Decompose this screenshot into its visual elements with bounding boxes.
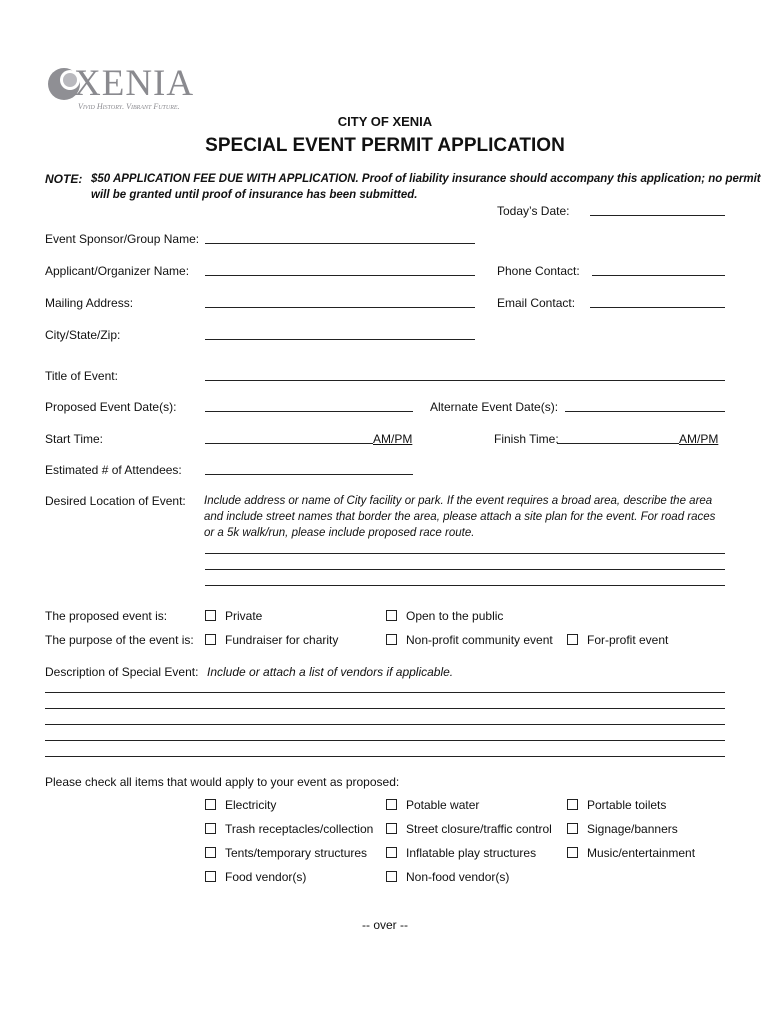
description-field-4[interactable] bbox=[45, 740, 725, 741]
items-label: Please check all items that would apply to your event as proposed: bbox=[45, 775, 400, 789]
checkbox-nonfood-vendors[interactable]: Non-food vendor(s) bbox=[386, 870, 509, 884]
location-label: Desired Location of Event: bbox=[45, 494, 186, 508]
city-state-zip-field[interactable] bbox=[205, 339, 475, 340]
alternate-dates-label: Alternate Event Date(s): bbox=[430, 400, 559, 414]
logo-tagline: Vivid History. Vibrant Future. bbox=[78, 102, 180, 111]
checkbox-forprofit[interactable]: For-profit event bbox=[567, 633, 668, 647]
checkbox-icon[interactable] bbox=[205, 823, 216, 834]
xenia-logo bbox=[44, 62, 204, 114]
checkbox-icon[interactable] bbox=[205, 634, 216, 645]
checkbox-nonprofit[interactable]: Non-profit community event bbox=[386, 633, 553, 647]
description-label: Description of Special Event: bbox=[45, 665, 199, 679]
checkbox-icon[interactable] bbox=[567, 823, 578, 834]
sponsor-label: Event Sponsor/Group Name: bbox=[45, 232, 200, 246]
location-field-2[interactable] bbox=[205, 569, 725, 570]
start-time-label: Start Time: bbox=[45, 432, 104, 446]
checkbox-icon[interactable] bbox=[386, 847, 397, 858]
checkbox-icon[interactable] bbox=[386, 799, 397, 810]
alternate-dates-field[interactable] bbox=[565, 411, 725, 412]
logo-brand: XENIA bbox=[74, 63, 195, 104]
location-field-1[interactable] bbox=[205, 553, 725, 554]
page-footer: -- over -- bbox=[362, 918, 408, 932]
checkbox-signage[interactable]: Signage/banners bbox=[567, 822, 678, 836]
location-field-3[interactable] bbox=[205, 585, 725, 586]
note-line1: $50 APPLICATION FEE DUE WITH APPLICATION. Proof of liability insurance should accompany this application; no permit bbox=[91, 173, 761, 185]
email-label: Email Contact: bbox=[497, 296, 576, 310]
start-ampm: AM/PM bbox=[373, 432, 413, 446]
checkbox-icon[interactable] bbox=[567, 634, 578, 645]
email-field[interactable] bbox=[590, 307, 725, 308]
checkbox-icon[interactable] bbox=[386, 823, 397, 834]
attendees-field[interactable] bbox=[205, 474, 413, 475]
description-field-1[interactable] bbox=[45, 692, 725, 693]
sponsor-field[interactable] bbox=[205, 243, 475, 244]
checkbox-inflatables[interactable]: Inflatable play structures bbox=[386, 846, 536, 860]
checkbox-electricity[interactable]: Electricity bbox=[205, 798, 276, 812]
checkbox-portable-toilets[interactable]: Portable toilets bbox=[567, 798, 666, 812]
event-title-field[interactable] bbox=[205, 380, 725, 381]
checkbox-music[interactable]: Music/entertainment bbox=[567, 846, 695, 860]
checkbox-tents[interactable]: Tents/temporary structures bbox=[205, 846, 367, 860]
phone-label: Phone Contact: bbox=[497, 264, 580, 278]
checkbox-icon[interactable] bbox=[205, 799, 216, 810]
location-instructions-3: or a 5k walk/run, please include proposed race route. bbox=[204, 527, 475, 539]
checkbox-trash[interactable]: Trash receptacles/collection bbox=[205, 822, 373, 836]
checkbox-icon[interactable] bbox=[386, 634, 397, 645]
note-label: NOTE: bbox=[45, 172, 83, 186]
description-field-2[interactable] bbox=[45, 708, 725, 709]
todays-date-field[interactable] bbox=[590, 215, 725, 216]
applicant-label: Applicant/Organizer Name: bbox=[45, 264, 190, 278]
finish-time-field[interactable] bbox=[557, 443, 679, 444]
location-instructions-2: and include street names that border the area, please attach a site plan for the event. For road races bbox=[204, 511, 716, 523]
proposed-dates-label: Proposed Event Date(s): bbox=[45, 400, 177, 414]
todays-date-label: Today’s Date: bbox=[497, 204, 570, 218]
event-title-label: Title of Event: bbox=[45, 369, 118, 383]
checkbox-icon[interactable] bbox=[205, 610, 216, 621]
location-instructions-1: Include address or name of City facility or park. If the event requires a broad area, describe the area bbox=[204, 495, 713, 507]
purpose-label: The purpose of the event is: bbox=[45, 633, 194, 647]
attendees-label: Estimated # of Attendees: bbox=[45, 463, 182, 477]
description-hint: Include or attach a list of vendors if applicable. bbox=[207, 665, 454, 679]
start-time-field[interactable] bbox=[205, 443, 373, 444]
applicant-field[interactable] bbox=[205, 275, 475, 276]
checkbox-potable-water[interactable]: Potable water bbox=[386, 798, 479, 812]
checkbox-open-to-public[interactable]: Open to the public bbox=[386, 609, 503, 623]
checkbox-icon[interactable] bbox=[567, 847, 578, 858]
checkbox-street-closure[interactable]: Street closure/traffic control bbox=[386, 822, 552, 836]
checkbox-icon[interactable] bbox=[386, 871, 397, 882]
checkbox-food-vendors[interactable]: Food vendor(s) bbox=[205, 870, 306, 884]
note-line2: will be granted until proof of insurance has been submitted. bbox=[91, 189, 418, 201]
checkbox-icon[interactable] bbox=[386, 610, 397, 621]
checkbox-icon[interactable] bbox=[567, 799, 578, 810]
city-heading: CITY OF XENIA bbox=[337, 114, 433, 129]
city-state-zip-label: City/State/Zip: bbox=[45, 328, 121, 342]
mailing-label: Mailing Address: bbox=[45, 296, 134, 310]
checkbox-fundraiser[interactable]: Fundraiser for charity bbox=[205, 633, 338, 647]
proposed-dates-field[interactable] bbox=[205, 411, 413, 412]
checkbox-icon[interactable] bbox=[205, 847, 216, 858]
checkbox-icon[interactable] bbox=[205, 871, 216, 882]
page-title: SPECIAL EVENT PERMIT APPLICATION bbox=[205, 135, 565, 156]
checkbox-private[interactable]: Private bbox=[205, 609, 262, 623]
mailing-field[interactable] bbox=[205, 307, 475, 308]
event-type-label: The proposed event is: bbox=[45, 609, 168, 623]
description-field-3[interactable] bbox=[45, 724, 725, 725]
finish-ampm: AM/PM bbox=[679, 432, 719, 446]
description-field-5[interactable] bbox=[45, 756, 725, 757]
finish-time-label: Finish Time: bbox=[494, 432, 559, 446]
phone-field[interactable] bbox=[592, 275, 725, 276]
